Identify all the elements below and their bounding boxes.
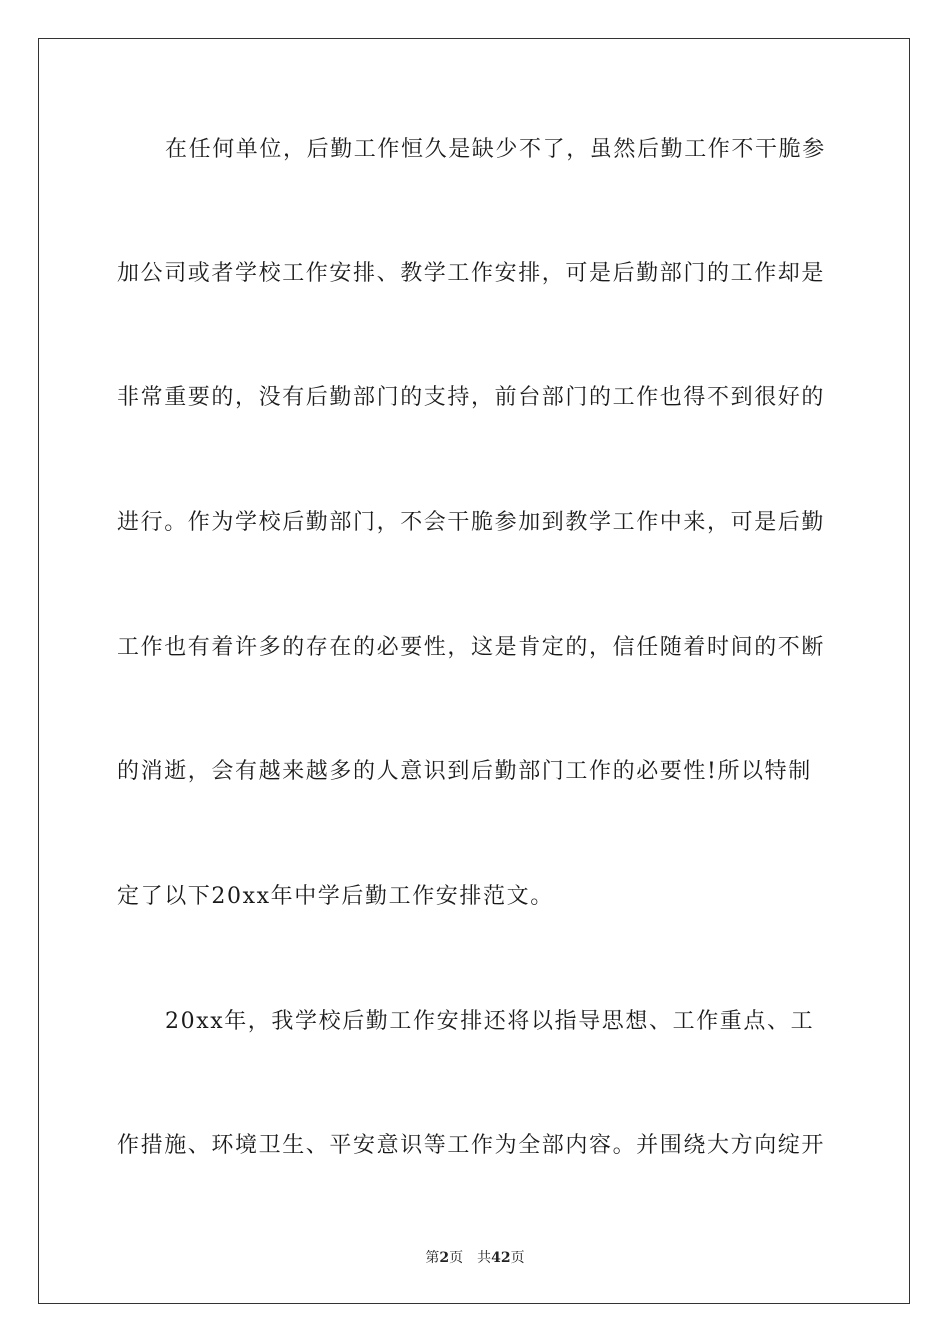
paragraph-1-line-7: 定了以下20xx年中学后勤工作安排范文。 (117, 884, 554, 909)
paragraph-1-line-4: 进行。作为学校后勤部门，不会干脆参加到教学工作中来，可是后勤 (117, 510, 826, 535)
page-current: 2 (439, 1250, 450, 1266)
total-prefix: 共 (477, 1250, 492, 1266)
paragraph-1-line-3: 非常重要的，没有后勤部门的支持，前台部门的工作也得不到很好的 (117, 385, 826, 410)
page-footer (0, 1248, 950, 1268)
paragraph-1-line-5: 工作也有着许多的存在的必要性，这是肯定的，信任随着时间的不断 (117, 635, 826, 660)
page-prefix: 第 (425, 1250, 440, 1266)
paragraph-1-line-2: 加公司或者学校工作安排、教学工作安排，可是后勤部门的工作却是 (117, 261, 826, 286)
paragraph-1-line-1: 在任何单位，后勤工作恒久是缺少不了，虽然后勤工作不干脆参 (165, 137, 826, 162)
paragraph-2-line-2: 作措施、环境卫生、平安意识等工作为全部内容。并围绕大方向绽开 (117, 1133, 826, 1158)
page-suffix: 页 (449, 1250, 464, 1266)
paragraph-1-line-6: 的消逝，会有越来越多的人意识到后勤部门工作的必要性!所以特制 (117, 759, 812, 784)
total-suffix: 页 (510, 1250, 525, 1266)
page-total: 42 (491, 1250, 511, 1266)
page-border (38, 38, 910, 1304)
paragraph-2-line-1: 20xx年，我学校后勤工作安排还将以指导思想、工作重点、工 (165, 1009, 815, 1034)
